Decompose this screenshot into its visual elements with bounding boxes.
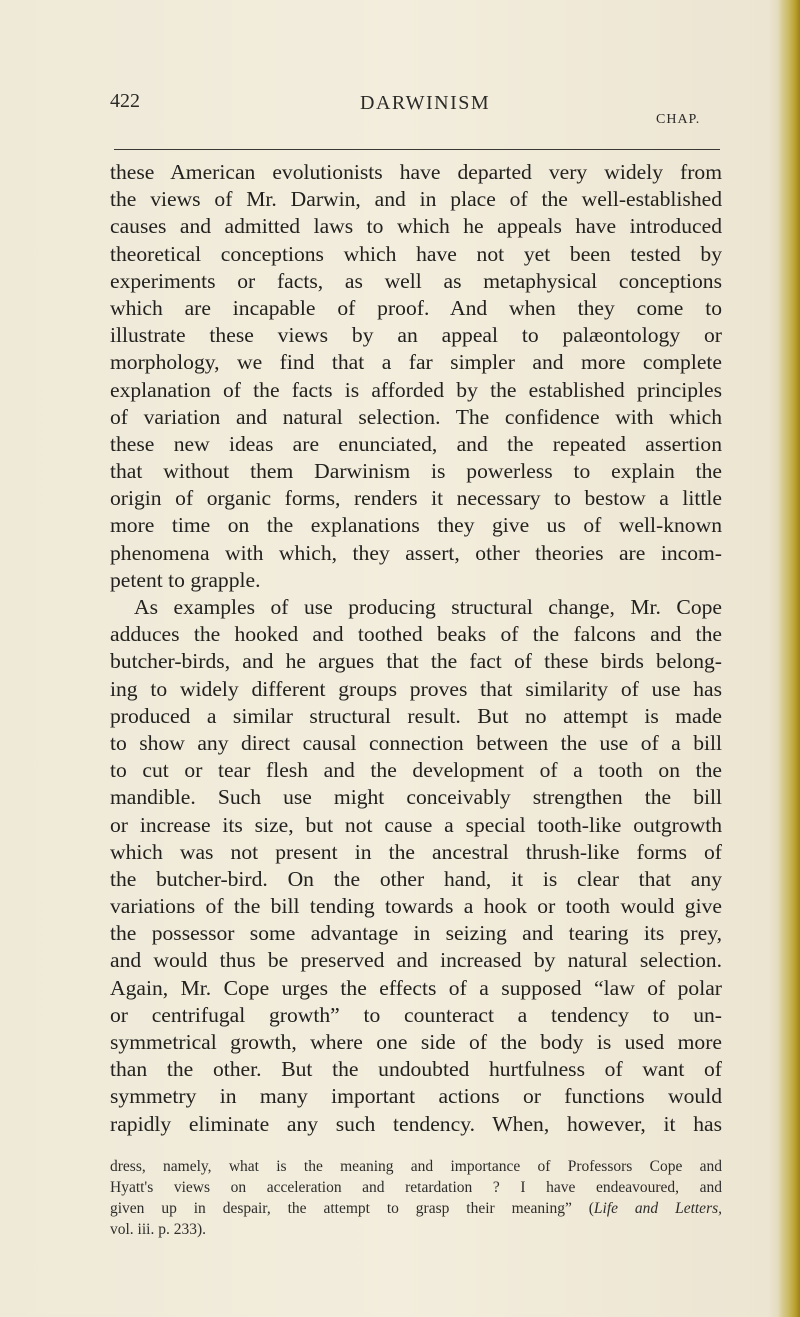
text-line: variations of the bill tending towards a hook or tooth would give: [110, 894, 722, 919]
running-title: DARWINISM: [360, 92, 491, 114]
text-line: or increase its size, but not cause a special tooth-like outgrowth: [110, 812, 722, 837]
page-number: 422: [110, 90, 140, 112]
text-line: adduces the hooked and toothed beaks of the falcons and the: [110, 622, 722, 647]
text-line: symmetry in many important actions or functions would: [110, 1084, 722, 1109]
text-line: ing to widely different groups proves that similarity of use has: [110, 676, 722, 701]
text-line: more time on the explanations they give us of well-known: [110, 513, 722, 538]
text-line: the views of Mr. Darwin, and in place of the well-established: [110, 187, 722, 212]
text-line: these new ideas are enunciated, and the repeated assertion: [110, 431, 722, 456]
text-line: to cut or tear flesh and the development of a tooth on the: [110, 758, 722, 783]
text-line: As examples of use producing structural change, Mr. Cope: [134, 595, 722, 619]
footnote: [110, 1156, 722, 1240]
header-rule: [114, 149, 720, 150]
text-line: mandible. Such use might conceivably strengthen the bill: [110, 785, 722, 810]
paragraph-2: [110, 594, 722, 1138]
text-line: which was not present in the ancestral thrush-like forms of: [110, 839, 722, 864]
main-text: [110, 159, 722, 1240]
text-line: explanation of the facts is afforded by the established principles: [110, 377, 722, 402]
footnote-line: dress, namely, what is the meaning and importance of Professors Cope and: [110, 1157, 722, 1175]
text-line: which are incapable of proof. And when they come to: [110, 295, 722, 320]
footnote-line: Hyatt's views on acceleration and retardation ? I have endeavoured, and: [110, 1178, 722, 1196]
text-line: that without them Darwinism is powerless to explain the: [110, 459, 722, 484]
text-line: produced a similar structural result. But no attempt is made: [110, 703, 722, 728]
text-line: theoretical conceptions which have not yet been tested by: [110, 241, 722, 266]
text-line: morphology, we find that a far simpler and more complete: [110, 350, 722, 375]
footnote-text: given up in despair, the attempt to grasp their meaning”: [110, 1199, 572, 1217]
footnote-line: vol. iii. p. 233).: [110, 1220, 207, 1238]
text-line: rapidly eliminate any such tendency. When, however, it has: [110, 1111, 722, 1136]
chapter-mark: CHAP.: [656, 112, 701, 127]
text-line: experiments or facts, as well as metaphysical conceptions: [110, 268, 722, 293]
text-line: and would thus be preserved and increased by natural selection.: [110, 948, 722, 973]
text-line: origin of organic forms, renders it necessary to bestow a little: [110, 486, 722, 511]
text-line: the possessor some advantage in seizing and tearing its prey,: [110, 921, 722, 946]
text-line: these American evolutionists have departed very widely from: [110, 160, 722, 184]
text-line: the butcher-bird. On the other hand, it is clear that any: [110, 866, 722, 891]
text-line: or centrifugal growth” to counteract a tendency to un-: [110, 1002, 722, 1027]
citation-title: Life and Letters,: [593, 1199, 723, 1217]
page-header: [110, 86, 720, 136]
text-line: Again, Mr. Cope urges the effects of a supposed “law of polar: [110, 975, 722, 1000]
text-line: phenomena with which, they assert, other theories are incom-: [110, 540, 722, 565]
page-edge-shadow: [778, 0, 800, 1317]
text-line: of variation and natural selection. The confidence with which: [110, 404, 722, 429]
text-line: illustrate these views by an appeal to palæontology or: [110, 323, 722, 348]
text-line: causes and admitted laws to which he appeals have introduced: [110, 214, 722, 239]
text-line: petent to grapple.: [110, 567, 261, 592]
text-line: than the other. But the undoubted hurtfulness of want of: [110, 1057, 722, 1082]
paragraph-1: [110, 159, 722, 594]
footnote-line: given up in despair, the attempt to grasp their meaning” (Life and Letters,: [110, 1199, 723, 1217]
text-line: butcher-birds, and he argues that the fact of these birds belong-: [110, 649, 722, 674]
text-line: to show any direct causal connection between the use of a bill: [110, 730, 722, 755]
text-line: symmetrical growth, where one side of the body is used more: [110, 1030, 722, 1054]
